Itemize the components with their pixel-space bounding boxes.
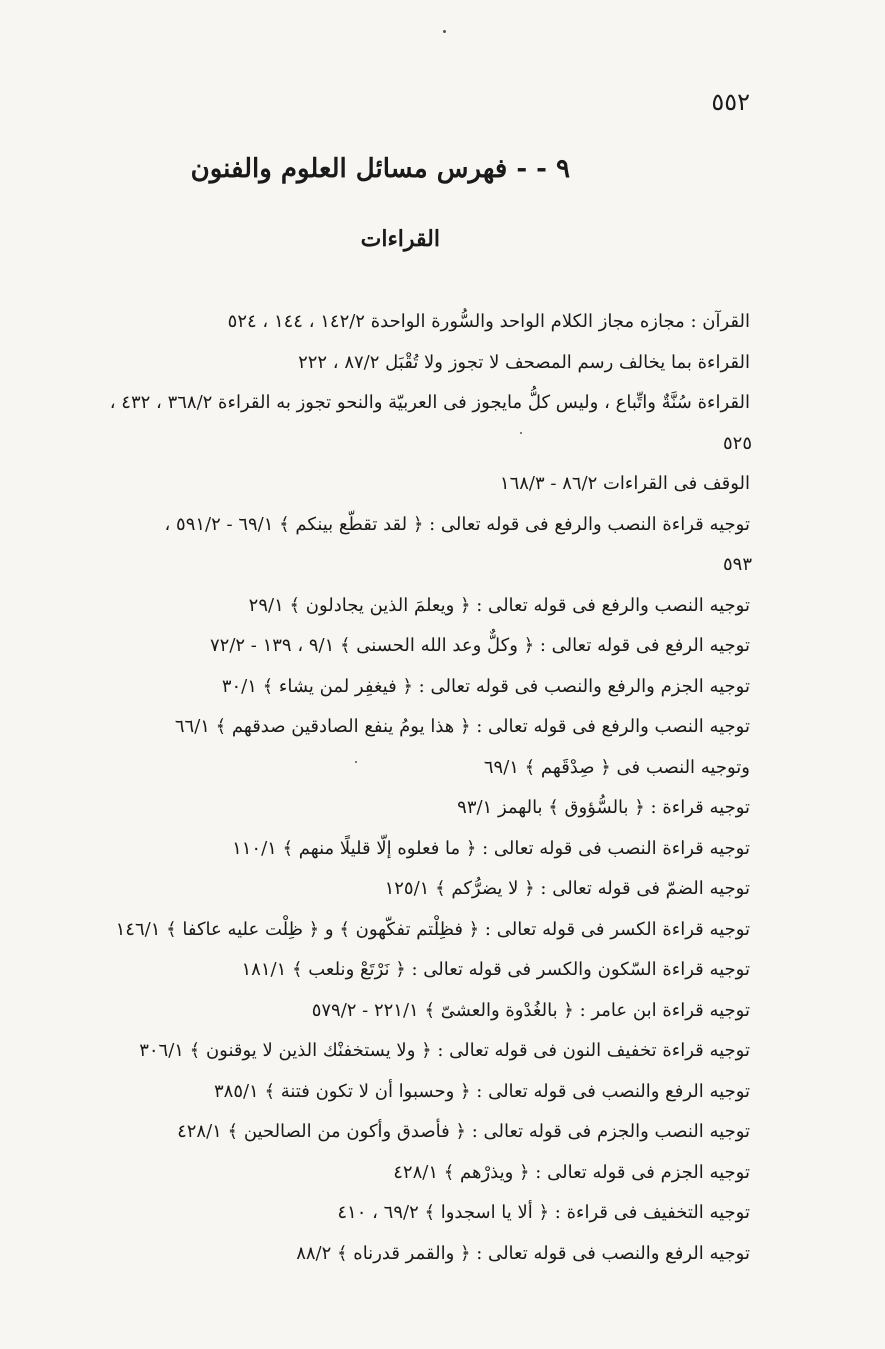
paper-speck — [520, 432, 522, 434]
entry-text: توجيه الرفع والنصب فى قوله تعالى : ﴿ وحسبوا أن لا تكون فتنة ﴾ ٣٨٥/١ — [213, 1080, 750, 1102]
index-entry — [60, 1193, 750, 1234]
entry-text: توجيه النصب والرفع فى قوله تعالى : ﴿ هذا يومُ ينفع الصادقين صدقهم ﴾ ٦٦/١ — [174, 716, 750, 737]
entry-continuation: ٥٩٣ — [722, 554, 752, 575]
paper-speck — [443, 30, 446, 33]
entry-text: توجيه قراءة الكسر فى قوله تعالى : ﴿ فظِلْتم تفكّهون ﴾ و ﴿ ظِلْت عليه عاكفا ﴾ ١٤٦/١ — [115, 918, 750, 940]
index-entry — [60, 1031, 750, 1072]
entry-text: توجيه النصب والرفع فى قوله تعالى : ﴿ ويعلمَ الذين يجادلون ﴾ ٢٩/١ — [248, 594, 750, 616]
entry-text: توجيه الجزم والرفع والنصب فى قوله تعالى : ﴿ فيغفِر لمن يشاء ﴾ ٣٠/١ — [221, 675, 750, 697]
index-entry — [60, 869, 750, 910]
entry-text: الوقف فى القراءات ٨٦/٢ - ١٦٨/٣ — [499, 473, 750, 494]
index-entry — [60, 910, 750, 951]
index-entry — [60, 1072, 750, 1113]
entry-text: توجيه الضمّ فى قوله تعالى : ﴿ لا يضرُّكم ﴾ ١٢٥/١ — [384, 878, 750, 899]
entry-text: توجيه النصب والجزم فى قوله تعالى : ﴿ فأصدق وأكون من الصالحين ﴾ ٤٢٨/١ — [177, 1121, 750, 1142]
index-entry — [60, 1153, 750, 1194]
entry-text: توجيه التخفيف فى قراءة : ﴿ ألا يا اسجدوا ﴾ ٦٩/٢ ، ٤١٠ — [337, 1202, 750, 1223]
page-number: ٥٥٢ — [711, 88, 750, 116]
index-entry — [60, 788, 750, 829]
entry-text: توجيه الرفع والنصب فى قوله تعالى : ﴿ والقمر قدرناه ﴾ ٨٨/٢ — [296, 1242, 750, 1264]
entry-text: توجيه قراءة ابن عامر : ﴿ بالغُدْوة والعشىّ ﴾ ٢٢١/١ - ٥٧٩/٢ — [311, 999, 750, 1021]
entry-text: توجيه قراءة : ﴿ بالسُّؤوق ﴾ بالهمز ٩٣/١ — [457, 797, 750, 818]
index-entry — [60, 626, 750, 667]
index-entry — [60, 707, 750, 748]
entry-continuation: ٥٢٥ — [722, 432, 752, 454]
entry-text: القرآن : مجازه مجاز الكلام الواحد والسُّورة الواحدة ١٤٢/٢ ، ١٤٤ ، ٥٢٤ — [227, 311, 750, 332]
index-entry — [60, 383, 750, 464]
index-entry — [60, 505, 750, 586]
paper-speck — [355, 761, 357, 763]
entry-text: القراءة بما يخالف رسم المصحف لا تجوز ولا تُقْبَل ٨٧/٢ ، ٢٢٢ — [298, 351, 750, 373]
subsection-title: القراءات — [360, 226, 440, 252]
index-entries-list — [60, 302, 750, 1274]
entry-text: توجيه قراءة تخفيف النون فى قوله تعالى : ﴿ ولا يستخفنْك الذين لا يوقنون ﴾ ٣٠٦/١ — [139, 1040, 750, 1061]
entry-text: توجيه قراءة النصب والرفع فى قوله تعالى : ﴿ لقد تقطّع بينكم ﴾ ٦٩/١ - ٥٩١/٢ ، — [164, 513, 750, 535]
entry-text: توجيه الرفع فى قوله تعالى : ﴿ وكلٌّ وعد الله الحسنى ﴾ ٩/١ ، ١٣٩ - ٧٢/٢ — [209, 635, 750, 656]
index-entry — [60, 667, 750, 708]
index-entry — [60, 343, 750, 384]
index-entry — [60, 1234, 750, 1275]
section-title: ٩ - - فهرس مسائل العلوم والفنون — [190, 154, 570, 184]
index-entry — [60, 748, 750, 789]
index-entry — [60, 950, 750, 991]
entry-text: توجيه الجزم فى قوله تعالى : ﴿ ويذرْهم ﴾ ٤٢٨/١ — [393, 1161, 750, 1183]
index-entry — [60, 302, 750, 343]
entry-text: توجيه قراءة السّكون والكسر فى قوله تعالى : ﴿ نَرْتَعْ ونلعب ﴾ ١٨١/١ — [241, 959, 750, 980]
entry-text: توجيه قراءة النصب فى قوله تعالى : ﴿ ما فعلوه إلّا قليلًا منهم ﴾ ١١٠/١ — [232, 837, 750, 859]
index-entry — [60, 464, 750, 505]
index-entry — [60, 1112, 750, 1153]
entry-text: القراءة سُنَّةٌ واتِّباع ، وليس كلُّ مايجوز فى العربيّة والنحو تجوز به القراءة ٣٦٨/٢ ، ٤٣٢ ، — [109, 392, 750, 413]
entry-text: وتوجيه النصب فى ﴿ صِدْقَهم ﴾ ٦٩/١ — [483, 756, 750, 778]
index-entry — [60, 991, 750, 1032]
index-entry — [60, 829, 750, 870]
index-entry — [60, 586, 750, 627]
